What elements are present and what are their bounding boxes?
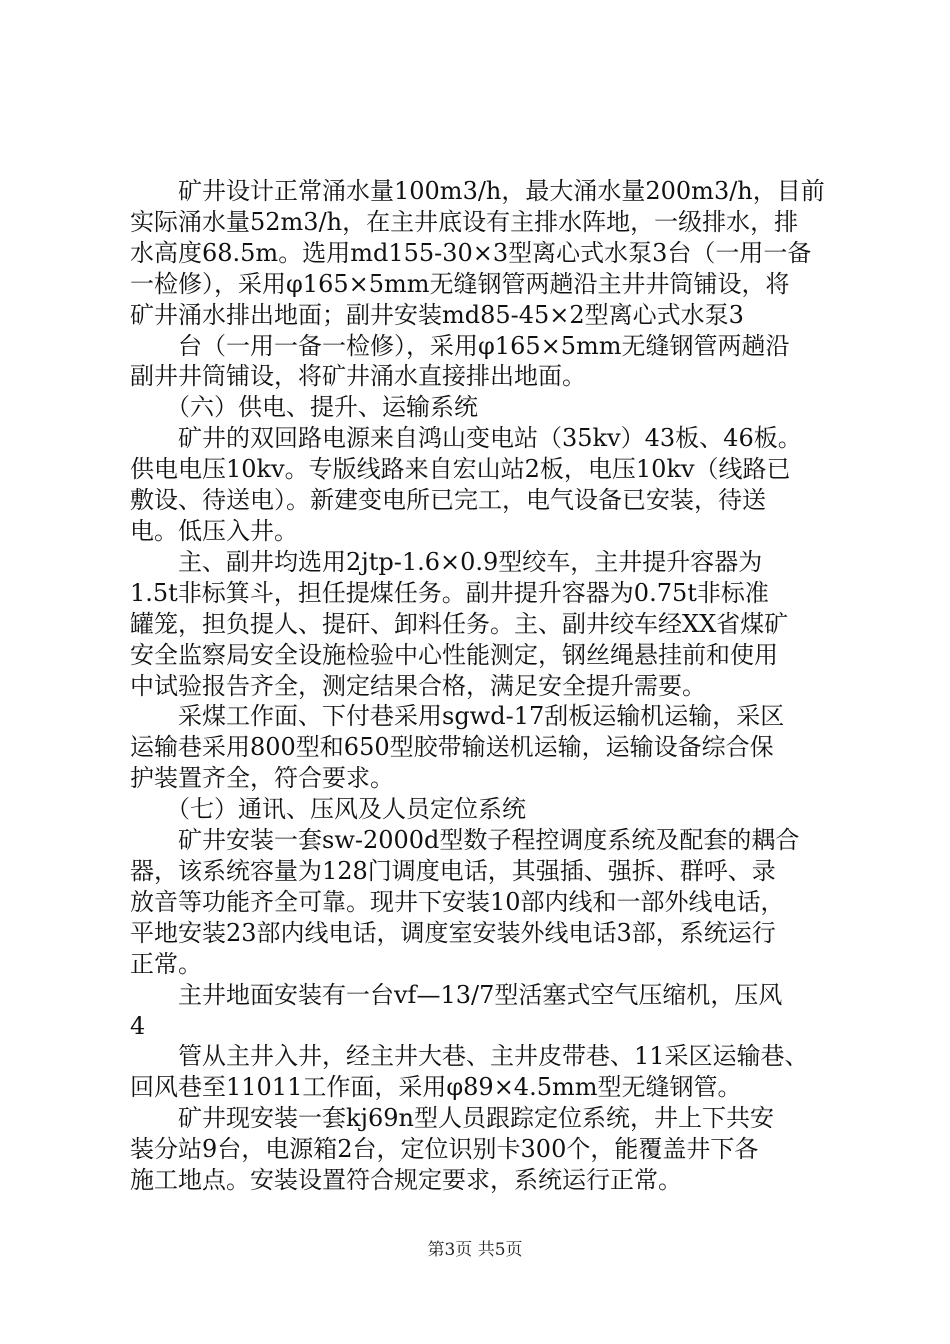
text-line: 运输巷采用800型和650型胶带输送机运输，运输设备综合保 (130, 733, 774, 761)
text-line: 放音等功能齐全可靠。现井下安装10部内线和一部外线电话， (130, 888, 785, 916)
text-line: 主井地面安装有一台vf—13/7型活塞式空气压缩机，压风 (130, 981, 783, 1009)
text-line: 施工地点。安装设置符合规定要求，系统运行正常。 (130, 1166, 682, 1194)
text-line: 安全监察局安全设施检验中心性能测定，钢丝绳悬挂前和使用 (130, 641, 778, 669)
text-line: 一检修），采用φ165×5mm无缝钢管两趟沿主井井筒铺设，将 (130, 270, 790, 298)
text-line: 器，该系统容量为128门调度电话，其强插、强拆、群呼、录 (130, 857, 776, 885)
text-line: 供电电压10kv。专版线路来自宏山站2板，电压10kv（线路已 (130, 455, 791, 483)
text-line: 罐笼，担负提人、提矸、卸料任务。主、副井绞车经XX省煤矿 (130, 610, 789, 638)
text-line: 副井井筒铺设，将矿井涌水直接排出地面。 (130, 362, 586, 390)
text-line: 水高度68.5m。选用md155-30×3型离心式水泵3台（一用一备 (130, 239, 812, 267)
text-line: 平地安装23部内线电话，调度室安装外线电话3部，系统运行 (130, 919, 776, 947)
text-line: 正常。 (130, 950, 202, 978)
text-line: 实际涌水量52m3/h，在主井底设有主排水阵地，一级排水，排 (130, 208, 799, 236)
text-line: 矿井设计正常涌水量100m3/h，最大涌水量200m3/h，目前 (130, 177, 825, 205)
section-heading: （六）供电、提升、运输系统 (130, 393, 478, 421)
text-line: 4 (130, 1012, 146, 1040)
text-line: 台（一用一备一检修），采用φ165×5mm无缝钢管两趟沿 (130, 332, 790, 360)
text-line: 电。低压入井。 (130, 517, 298, 545)
text-line: 中试验报告齐全，测定结果合格，满足安全提升需要。 (130, 672, 706, 700)
text-line: 护装置齐全，符合要求。 (130, 764, 394, 792)
text-line: 管从主井入井，经主井大巷、主井皮带巷、11采区运输巷、 (130, 1042, 809, 1070)
text-line: 矿井的双回路电源来自鸿山变电站（35kv）43板、46板。 (130, 424, 802, 452)
text-line: 回风巷至11011工作面，采用φ89×4.5mm型无缝钢管。 (130, 1073, 742, 1101)
text-line: 装分站9台，电源箱2台，定位识别卡300个，能覆盖井下各 (130, 1135, 759, 1163)
text-line: 敷设、待送电）。新建变电所已完工，电气设备已安装，待送 (130, 486, 766, 514)
text-line: 主、副井均选用2jtp-1.6×0.9型绞车，主井提升容器为 (130, 548, 763, 576)
section-heading: （七）通讯、压风及人员定位系统 (130, 795, 526, 823)
text-line: 采煤工作面、下付巷采用sgwd-17刮板运输机运输，采区 (130, 702, 785, 730)
text-line: 矿井涌水排出地面；副井安装md85-45×2型离心式水泵3 (130, 301, 744, 329)
text-line: 矿井现安装一套kj69n型人员跟踪定位系统，井上下共安 (130, 1104, 774, 1132)
page-footer: 第3页 共5页 (427, 1240, 523, 1260)
text-line: 矿井安装一套sw-2000d型数子程控调度系统及配套的耦合 (130, 826, 800, 854)
text-line: 1.5t非标箕斗，担任提煤任务。副井提升容器为0.75t非标准 (130, 579, 769, 607)
